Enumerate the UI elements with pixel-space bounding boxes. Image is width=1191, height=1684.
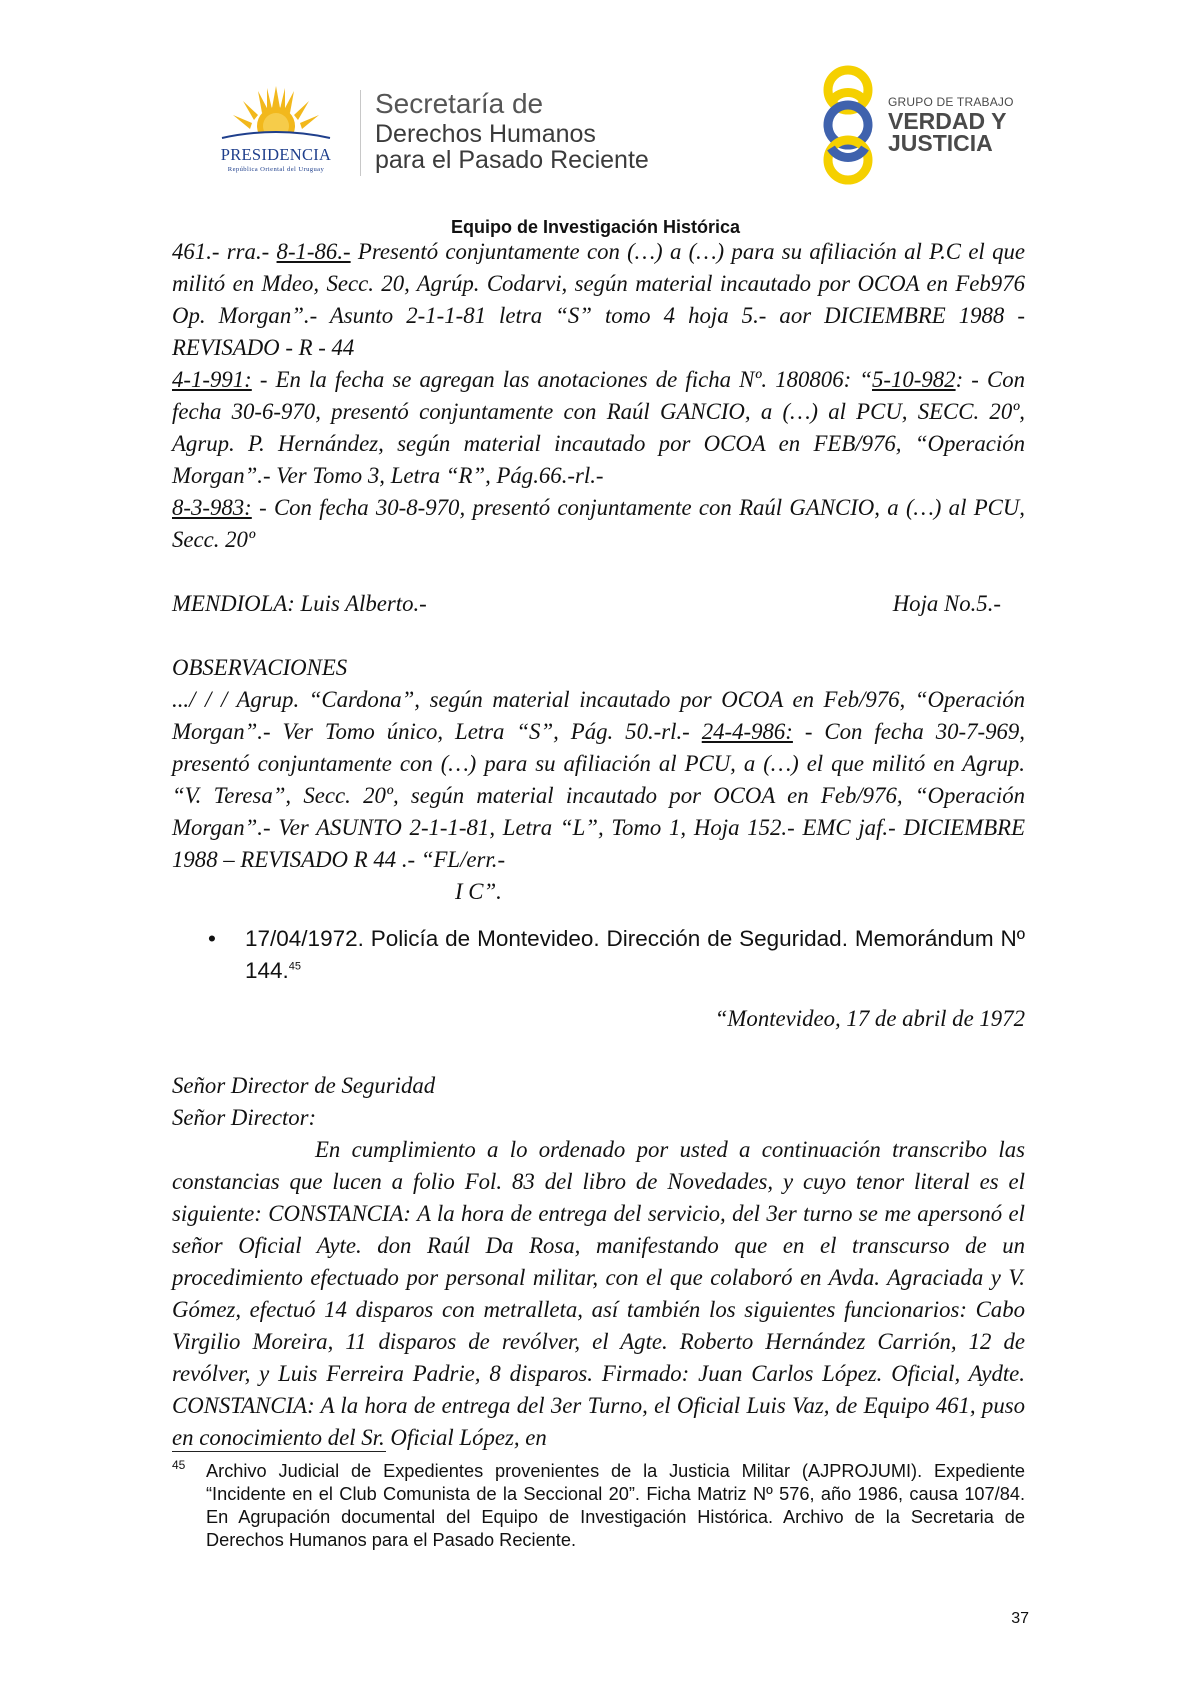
salutation-line-1: Señor Director de Seguridad <box>172 1073 436 1098</box>
presidencia-subtitle: República Oriental del Uruguay <box>227 166 325 173</box>
secretaria-line-2: Derechos Humanos <box>375 120 596 148</box>
underlined-date: 8-1-86.- <box>276 239 351 264</box>
gtvj-line-3: JUSTICIA <box>888 130 993 156</box>
text-run: Presentó conjuntamente con (…) a (…) para su afiliación al P.C el que militó en Mdeo, Secc. 20, Agrúp. Codarvi, según material incautado por OCOA en Feb976 Op. Morgan”.- Asunto 2-1-1-81 letra “S” tomo 4 hoja 5.- aor DICIEMBRE 1988 - REVISADO - R - 44 <box>172 239 1025 360</box>
footnote-number: 45 <box>172 1458 186 1472</box>
footnote-text: Archivo Judicial de Expedientes provenientes de la Justicia Militar (AJPROJUMI). Expediente “Incidente en el Club Comunista de la Seccional 20”. Ficha Matriz Nº 576, año 1986, causa 107/84. En Agrupación documental del Equipo de Investigación Histórica. Archivo de la Secretaria de Derechos Humanos para el Pasado Reciente. <box>206 1461 1025 1550</box>
paragraph-3 <box>172 492 1025 556</box>
text-run: 17/04/1972. Policía de Montevideo. Dirección de Seguridad. Memorándum Nº 144. <box>245 926 1025 983</box>
presidencia-wordmark: PRESIDENCIA <box>220 145 332 164</box>
secretaria-line-3: para el Pasado Reciente <box>375 146 649 174</box>
bullet-dot: • <box>208 926 216 951</box>
bullet-text <box>245 923 1025 987</box>
letter-body <box>172 1070 1025 1454</box>
gtvj-line-1: GRUPO DE TRABAJO <box>888 95 1014 109</box>
ic-mark: I C”. <box>455 879 502 904</box>
secretaria-line-1: Secretaría de <box>375 88 544 119</box>
text-run: .../ / / Agrup. “Cardona”, según material incautado por OCOA en Feb/976, “Operación Morgan”.- Ver Tomo único, Letra “S”, Pág. 50.-rl.- <box>172 687 1025 744</box>
footnote-reference[interactable]: 45 <box>288 960 302 973</box>
gtvj-line-2: VERDAD Y <box>888 108 1007 134</box>
team-title: Equipo de Investigación Histórica <box>450 217 741 237</box>
underlined-date: 8-3-983: <box>172 495 252 520</box>
observations-text <box>172 684 1025 876</box>
text-run: : - Con fecha 30-6-970, presentó conjuntamente con Raúl GANCIO, a (…) al PCU, SECC. 20º, Agrup. P. Hernández, según material incautado por OCOA en FEB/976, “Operación Morgan”.- Ver Tomo 3, Letra “R”, Pág.66.-rl.- <box>172 367 1026 488</box>
observations-title: OBSERVACIONES <box>172 655 348 680</box>
sun-emblem-icon <box>200 82 352 146</box>
text-run: 461.- rra.- <box>172 239 277 264</box>
presidencia-logo <box>200 82 352 182</box>
text-run: - En la fecha se agregan las anotaciones de ficha Nº. 180806: “ <box>251 367 872 392</box>
letter-date: “Montevideo, 17 de abril de 1972 <box>714 1006 1025 1031</box>
header-divider <box>360 90 361 176</box>
underlined-date: 4-1-991: <box>172 367 252 392</box>
text-run: - Con fecha 30-7-969, presentó conjuntamente con (…) para su afiliación al PCU, a (…) el que militó en Agrup. “V. Teresa”, Secc. 20º, según material incautado por OCOA en Feb/976, “Operación Morgan”.- Ver ASUNTO 2-1-1-81, Letra “L”, Tomo 1, Hoja 152.- EMC jaf.- DICIEMBRE 1988 – REVISADO R 44 .- “FL/err.- <box>172 719 1025 872</box>
bullet-item <box>172 923 1025 987</box>
body-text <box>172 236 1025 908</box>
letter-paragraph: En cumplimiento a lo ordenado por usted a continuación transcribo las constancias que lucen a folio Fol. 83 del libro de Novedades, y cuyo tenor literal es el siguiente: CONSTANCIA: A la hora de entrega del servicio, del 3er turno se me apersonó el señor Oficial Ayte. don Raúl Da Rosa, manifestando que en el transcurso de un procedimiento efectuado por personal militar, con el que colaboró en Avda. Agraciada y V. Gómez, efectuó 14 disparos con metralleta, así también los siguientes funcionarios: Cabo Virgilio Moreira, 11 disparos de revólver, el Agte. Roberto Hernández Carrión, 12 de revólver, y Luis Ferreira Padrie, 8 disparos. Firmado: Juan Carlos López. Oficial, Aydte. CONSTANCIA: A la hora de entrega del 3er Turno, el Oficial Luis Vaz, de Equipo 461, puso en conocimiento del Sr. Oficial López, en <box>172 1137 1025 1450</box>
salutation-line-2: Señor Director: <box>172 1105 317 1130</box>
paragraph-2 <box>172 364 1025 492</box>
text-run: - Con fecha 30-8-970, presentó conjuntamente con Raúl GANCIO, a (…) al PCU, Secc. 20º <box>172 495 1025 552</box>
underlined-date: 24-4-986: <box>701 719 793 744</box>
paragraph-1 <box>172 236 1025 364</box>
footnote-separator <box>172 1451 386 1452</box>
underlined-date: 5-10-982 <box>872 367 956 392</box>
linked-rings-logo-icon <box>812 62 884 188</box>
record-header-row <box>172 588 1025 620</box>
page-number: 37 <box>1011 1610 1029 1627</box>
sheet-number: Hoja No.5.- <box>892 591 1001 616</box>
record-name: MENDIOLA: Luis Alberto.- <box>172 591 427 616</box>
